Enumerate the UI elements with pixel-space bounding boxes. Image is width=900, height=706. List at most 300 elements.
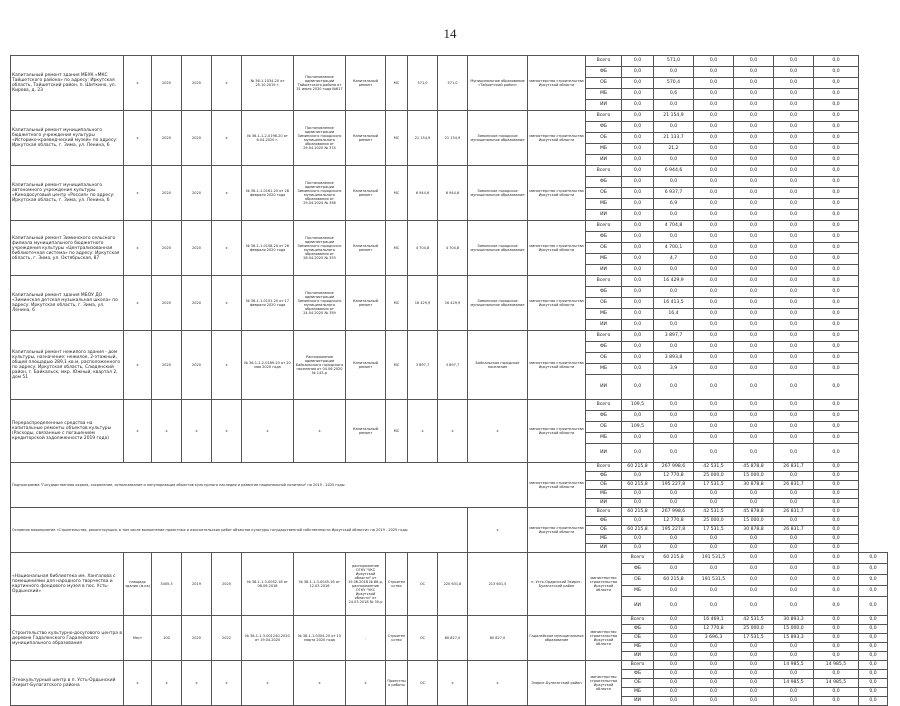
amount-cell: 0,0 [814,298,859,309]
amount-cell: 0,0 [859,625,888,634]
object-attr-cell: министерство строительства Иркутской области [528,276,586,331]
object-attr-cell: Строительство [386,616,408,661]
amount-cell: 0,0 [734,652,774,661]
section-title-cell: Основное мероприятие «Строительство, реконструкция, в том числе выполнение проектных и изыскательских работ объектов культуры государственной собственности Иркутской области» на 2019 - 2025 годы [11,508,468,553]
amount-cell: 0,0 [814,472,859,481]
object-attr-cell: 2020 [212,553,242,616]
amount-cell: 0,0 [654,670,694,679]
amount-cell: 0,0 [814,433,859,444]
fund-source-cell: МБ [586,89,622,100]
object-attr-cell: x [182,400,212,463]
object-attr-cell: Постановление администрации Зиминского городского муниципального образования от 29.04.2020 № 358 [294,166,346,221]
object-attr-cell: Зиминское городское муниципальное образование [468,166,528,221]
fund-source-cell: ОБ [622,679,654,688]
amount-cell: 0,0 [814,625,859,634]
amount-cell: 0,0 [694,353,734,364]
fund-source-cell: МБ [622,643,654,652]
object-attr-cell: 2020 [152,221,182,276]
fund-source-cell: ОБ [622,575,654,586]
object-attr-cell: x [468,661,528,706]
object-attr-cell: МС [386,400,408,463]
table-row [11,166,888,177]
amount-cell: 0,0 [734,353,774,364]
amount-cell: 0,0 [694,499,734,508]
amount-cell: 0,0 [694,643,734,652]
fund-source-cell: ФБ [586,472,622,481]
amount-cell: 0,0 [694,331,734,342]
fund-source-cell: ФБ [622,625,654,634]
amount-cell: 0,0 [774,177,814,188]
amount-cell: 0,0 [734,320,774,331]
object-name-cell: Строительство культурно-досугового центра в деревне Гадаленского Гадалейского муниципального образования [11,616,124,661]
amount-cell: 0,0 [694,111,734,122]
amount-cell: 0,0 [654,411,694,422]
amount-cell: 42 531,5 [734,616,774,625]
amount-cell: 0,0 [734,100,774,111]
amount-cell: 0,0 [814,287,859,298]
amount-cell: 0,0 [694,564,734,575]
amount-cell: 0,0 [694,254,734,265]
amount-cell: 0,0 [622,265,654,276]
amount-cell: 17 531,5 [734,634,774,643]
amount-cell: 0,0 [814,508,859,517]
fund-source-cell: МБ [586,535,622,544]
amount-cell: 0,0 [734,309,774,320]
object-attr-cell: x [212,331,242,400]
amount-cell: 15 893,3 [774,634,814,643]
amount-cell: 0,0 [859,634,888,643]
amount-cell: 15 000,0 [734,517,774,526]
amount-cell: 0,0 [774,670,814,679]
amount-cell: 0,0 [734,265,774,276]
amount-cell: 0,0 [774,199,814,210]
amount-cell: 14 985,5 [814,679,859,688]
amount-cell: 0,0 [774,597,814,616]
amount-cell: 0,0 [859,575,888,586]
amount-cell: 0,0 [814,210,859,221]
amount-cell: 0,0 [814,575,859,586]
object-attr-cell: 21 154,9 [408,111,438,166]
amount-cell: 0,0 [622,375,654,400]
object-attr-cell: Строительство [386,553,408,616]
amount-cell: 0,0 [654,661,694,670]
fund-source-cell: ОБ [586,243,622,254]
amount-cell: 0,0 [814,100,859,111]
amount-cell: 0,0 [622,232,654,243]
amount-cell: 0,0 [814,122,859,133]
object-attr-cell: 220 631,8 [438,553,468,616]
amount-cell: 0,0 [814,400,859,411]
amount-cell: 14 985,5 [774,679,814,688]
amount-cell: 0,0 [694,652,734,661]
object-attr-cell: МС [386,111,408,166]
amount-cell: 0,0 [694,544,734,553]
object-attr-cell: x [408,400,438,463]
amount-cell: 0,0 [654,625,694,634]
amount-cell: 109,5 [622,400,654,411]
object-attr-cell: 4 704,8 [408,221,438,276]
fund-source-cell: ОБ [586,188,622,199]
object-attr-cell: Постановление администрации Тайшетского района от 31 июля 2020 года №617 [294,56,346,111]
amount-cell: 0,0 [694,166,734,177]
amount-cell: 60 215,8 [654,553,694,564]
amount-cell: 16 413,5 [654,298,694,309]
amount-cell: 0,0 [654,643,694,652]
fund-source-cell: ИИ [586,320,622,331]
amount-cell: 0,0 [694,276,734,287]
amount-cell: 0,0 [814,499,859,508]
amount-cell: 60 215,8 [622,481,654,490]
section-title-cell: Подпрограмма "Государственная охрана, сохранение, использование и популяризация объектов культурного наследия и развитие национальной политики" на 2019 - 2025 годы [11,463,528,508]
amount-cell: 0,0 [734,422,774,433]
object-attr-cell: ОС [408,553,438,616]
object-attr-cell: министерство строительства Иркутской области [528,331,586,400]
amount-cell: 0,0 [814,78,859,89]
amount-cell: 195 227,8 [654,526,694,535]
fund-source-cell: ФБ [586,342,622,353]
fund-source-cell: Всего [586,166,622,177]
table-row [11,56,888,67]
amount-cell: 195 227,8 [654,481,694,490]
amount-cell: 0,0 [694,433,734,444]
fund-source-cell: Всего [586,221,622,232]
amount-cell: 0,0 [859,670,888,679]
amount-cell: 267 998,6 [654,463,694,472]
amount-cell: 0,0 [774,243,814,254]
amount-cell: 16,4 [654,309,694,320]
amount-cell: 0,0 [622,199,654,210]
amount-cell: 0,0 [654,177,694,188]
object-name-cell: Капитальный ремонт Зиминского сельского филиала муниципального бюджетного учреждения культуры «Централизованная библиотечная система» по адресу: Иркутская область, г. Зима, ул. Октябрьская, 87 [11,221,124,276]
amount-cell: 0,0 [622,490,654,499]
amount-cell: 0,0 [859,616,888,625]
amount-cell: 0,0 [622,78,654,89]
amount-cell: 0,0 [734,411,774,422]
amount-cell: 0,0 [654,597,694,616]
table-row [11,331,888,342]
fund-source-cell: Всего [586,463,622,472]
amount-cell: 0,0 [694,144,734,155]
amount-cell: 0,0 [734,166,774,177]
amount-cell: 0,0 [774,210,814,221]
object-attr-cell: 6 944,6 [438,166,468,221]
amount-cell: 0,0 [694,232,734,243]
amount-cell: 16 469,1 [694,616,734,625]
amount-cell: 0,0 [859,652,888,661]
object-name-cell: «Национальная библиотека им. Хангалова с помещениями для народного творчества и картинного фондового музея в пос. Усть-Ордынский» [11,553,124,616]
object-attr-cell: 3405,3 [152,553,182,616]
amount-cell: 0,0 [654,287,694,298]
amount-cell: 0,0 [814,688,859,697]
amount-cell: 4 700,1 [654,243,694,254]
fund-source-cell: Всего [586,331,622,342]
object-attr-cell: 571,0 [408,56,438,111]
amount-cell: 0,0 [774,411,814,422]
object-attr-cell: министерство строительства Иркутской области [528,400,586,463]
object-attr-cell: № 36-1-1-0161-20 от 28 февраля 2020 года [242,166,294,221]
fund-source-cell: ОБ [586,422,622,433]
fund-source-cell: Всего [586,56,622,67]
amount-cell: 0,0 [814,309,859,320]
object-attr-cell: министерство строительства Иркутской области [586,661,622,706]
object-attr-cell: Муниципальное образование «Тайшетский район» [468,56,528,111]
amount-cell: 0,0 [622,243,654,254]
amount-cell: 26 831,7 [774,526,814,535]
object-attr-cell: x [124,276,152,331]
amount-cell: 0,0 [694,375,734,400]
amount-cell: 0,0 [814,320,859,331]
object-attr-cell: x [124,661,152,706]
amount-cell: 0,0 [774,517,814,526]
object-attr-cell: x [124,221,152,276]
amount-cell: 0,0 [814,364,859,375]
table-row [11,221,888,232]
fund-source-cell: ФБ [622,564,654,575]
amount-cell: 0,0 [814,67,859,78]
table-row [11,508,888,517]
object-attr-cell: 2020 [152,276,182,331]
amount-cell: 0,0 [814,517,859,526]
amount-cell: 0,0 [694,490,734,499]
amount-cell: 6 944,6 [654,166,694,177]
amount-cell: 0,0 [734,111,774,122]
amount-cell: 0,0 [654,100,694,111]
fund-source-cell: ФБ [586,67,622,78]
object-name-cell: Капитальный ремонт нежилого здания - дом культуры, назначение: нежилое, 2-этажный, общей площадью 289,1 кв.м, расположенного по адресу: Иркутская область, Слюдянский район, г. Байкальск, мкр. Южный, квартал 2, дом 51 [11,331,124,400]
section-exec-cell: министерство строительства Иркутской области [528,463,586,508]
amount-cell: 0,0 [694,597,734,616]
table-row [11,400,888,411]
fund-source-cell: МБ [586,364,622,375]
amount-cell: 0,0 [859,643,888,652]
amount-cell: 0,0 [654,634,694,643]
object-attr-cell: 2020 [182,56,212,111]
fund-source-cell: ИИ [586,499,622,508]
fund-source-cell: ИИ [586,100,622,111]
amount-cell: 0,0 [694,661,734,670]
amount-cell: 0,0 [694,364,734,375]
amount-cell: 0,0 [774,353,814,364]
amount-cell: 0,0 [814,490,859,499]
amount-cell: 0,0 [694,133,734,144]
page-number: 14 [443,26,457,41]
amount-cell: 109,5 [622,422,654,433]
object-attr-cell: Распоряжение администрации Байкальского городского поселения от 04.06.2020 № 143-р [294,331,346,400]
object-attr-cell: 2020 [182,221,212,276]
amount-cell: 0,0 [774,490,814,499]
amount-cell: 0,0 [622,298,654,309]
amount-cell: 0,0 [694,411,734,422]
amount-cell: 0,0 [774,309,814,320]
fund-source-cell: ИИ [586,444,622,463]
amount-cell: 3 893,8 [654,353,694,364]
amount-cell: 0,0 [654,320,694,331]
amount-cell: 0,0 [622,56,654,67]
amount-cell: 0,0 [622,331,654,342]
amount-cell: 0,0 [694,298,734,309]
amount-cell: 0,0 [774,320,814,331]
amount-cell: 0,0 [774,553,814,564]
fund-source-cell: ИИ [622,597,654,616]
amount-cell: 0,0 [734,67,774,78]
object-attr-cell: МС [386,166,408,221]
amount-cell: 0,0 [694,535,734,544]
object-attr-cell: министерство строительства Иркутской области [586,616,622,661]
object-attr-cell: x [294,661,346,706]
amount-cell: 0,0 [734,364,774,375]
amount-cell: 0,0 [814,56,859,67]
amount-cell: 0,0 [734,78,774,89]
fund-source-cell: Всего [586,508,622,517]
amount-cell: 0,0 [694,243,734,254]
amount-cell: 0,0 [654,342,694,353]
amount-cell: 0,0 [859,697,888,706]
object-attr-cell: 80 827,0 [438,616,468,661]
object-attr-cell: 2020 [152,111,182,166]
amount-cell: 15 000,0 [774,625,814,634]
amount-cell: 0,0 [814,155,859,166]
amount-cell: 0,0 [622,276,654,287]
amount-cell: 45 878,8 [734,463,774,472]
amount-cell: 0,0 [734,490,774,499]
amount-cell: 0,0 [694,400,734,411]
amount-cell: 42 531,5 [694,508,734,517]
amount-cell: 0,0 [694,679,734,688]
object-attr-cell: № 38-1-1-0304-20 от 10 марта 2020 года [294,616,346,661]
amount-cell: 0,0 [814,697,859,706]
amount-cell: 0,0 [774,499,814,508]
object-attr-cell: x [212,276,242,331]
object-attr-cell: 2020 [152,56,182,111]
amount-cell: 0,0 [734,375,774,400]
amount-cell: 0,0 [694,586,734,597]
fund-source-cell: ФБ [586,287,622,298]
amount-cell: 26 831,7 [774,508,814,517]
amount-cell: 0,0 [734,535,774,544]
amount-cell: 0,0 [654,679,694,688]
amount-cell: 0,0 [654,122,694,133]
amount-cell: 30 878,8 [734,481,774,490]
amount-cell: 4 704,8 [654,221,694,232]
object-attr-cell: министерство строительства Иркутской области [528,221,586,276]
amount-cell: 0,0 [622,166,654,177]
amount-cell: 0,0 [859,586,888,597]
amount-cell: 0,0 [774,78,814,89]
object-attr-cell: 2020 [182,166,212,221]
amount-cell: 0,0 [622,254,654,265]
amount-cell: 0,0 [814,232,859,243]
amount-cell: 0,0 [622,155,654,166]
amount-cell: 0,0 [774,643,814,652]
object-attr-cell: x [212,166,242,221]
table-row [11,276,888,287]
amount-cell: 0,0 [734,564,774,575]
amount-cell: 30 893,3 [774,616,814,625]
object-attr-cell: 571,0 [438,56,468,111]
amount-cell: 0,0 [622,544,654,553]
amount-cell: 0,0 [814,544,859,553]
amount-cell: 0,0 [774,254,814,265]
amount-cell: 0,0 [734,499,774,508]
object-attr-cell: 2020 [182,111,212,166]
amount-cell: 0,0 [694,177,734,188]
amount-cell: 30 878,8 [734,526,774,535]
amount-cell: 0,0 [622,411,654,422]
amount-cell: 0,0 [814,221,859,232]
amount-cell: 0,0 [734,243,774,254]
amount-cell: 0,0 [814,597,859,616]
amount-cell: 0,0 [774,111,814,122]
amount-cell: 0,0 [814,243,859,254]
object-attr-cell: ОС [408,661,438,706]
amount-cell: 0,0 [814,133,859,144]
amount-cell: 45 878,8 [734,508,774,517]
fund-source-cell: МБ [586,490,622,499]
object-attr-cell: Капитальный ремонт [346,221,386,276]
amount-cell: 0,0 [694,287,734,298]
object-attr-cell: x [124,400,152,463]
object-attr-cell: x [124,111,152,166]
amount-cell: 21,2 [654,144,694,155]
object-attr-cell: x [242,400,294,463]
amount-cell: 0,0 [774,276,814,287]
table-row [11,553,888,564]
object-attr-cell: МС [386,331,408,400]
amount-cell: 0,0 [622,517,654,526]
amount-cell: 0,0 [774,188,814,199]
amount-cell: 0,0 [734,56,774,67]
amount-cell: 267 998,6 [654,508,694,517]
amount-cell: 0,0 [859,553,888,564]
fund-source-cell: ФБ [586,411,622,422]
fund-source-cell: ОБ [586,353,622,364]
object-name-cell: Этнокультурный центр в п. Усть-Ордынский Эхирит-Булагатского района [11,661,124,706]
amount-cell: 0,0 [622,364,654,375]
amount-cell: 0,0 [814,463,859,472]
amount-cell: 0,0 [814,177,859,188]
object-attr-cell: Зиминское городское муниципальное образование [468,111,528,166]
amount-cell: 570,4 [654,78,694,89]
amount-cell: 15 000,0 [734,472,774,481]
object-name-cell: Капитальный ремонт здания МБОУ ДО «Зиминская детская музыкальная школа» по адресу: Иркутская область, г. Зима, ул. Ленина, 6 [11,276,124,331]
amount-cell: 0,0 [654,67,694,78]
object-attr-cell: Капитальный ремонт [346,400,386,463]
amount-cell: 0,0 [859,679,888,688]
object-attr-cell: 100 [152,616,182,661]
amount-cell: 12 770,8 [694,625,734,634]
amount-cell: 0,0 [694,78,734,89]
amount-cell: 0,0 [654,616,694,625]
amount-cell: 0,0 [734,553,774,564]
object-attr-cell: 3 897,7 [438,331,468,400]
amount-cell: 0,0 [694,210,734,221]
object-attr-cell: п. Усть-Ордынский Эхирит-Булагатский район [528,553,586,616]
amount-cell: 0,0 [814,89,859,100]
fund-source-cell: ИИ [586,210,622,221]
object-attr-cell: x [212,661,242,706]
amount-cell: 0,0 [622,309,654,320]
object-attr-cell: Мест [124,616,152,661]
amount-cell: 0,0 [859,564,888,575]
object-attr-cell: x [438,400,468,463]
object-attr-cell: 213 601,5 [468,553,528,616]
amount-cell: 0,0 [694,265,734,276]
object-attr-cell: распоряжение ОГКУ "УКС Иркутской области" от 19.06.2018 № 86-р, распоряжение ОГКУ "УКС Иркутской области" от 24.03.2018 № 30-р [346,553,386,616]
amount-cell: 17 531,5 [694,526,734,535]
fund-source-cell: ОБ [622,634,654,643]
amount-cell: 0,0 [654,697,694,706]
amount-cell: 0,0 [694,444,734,463]
